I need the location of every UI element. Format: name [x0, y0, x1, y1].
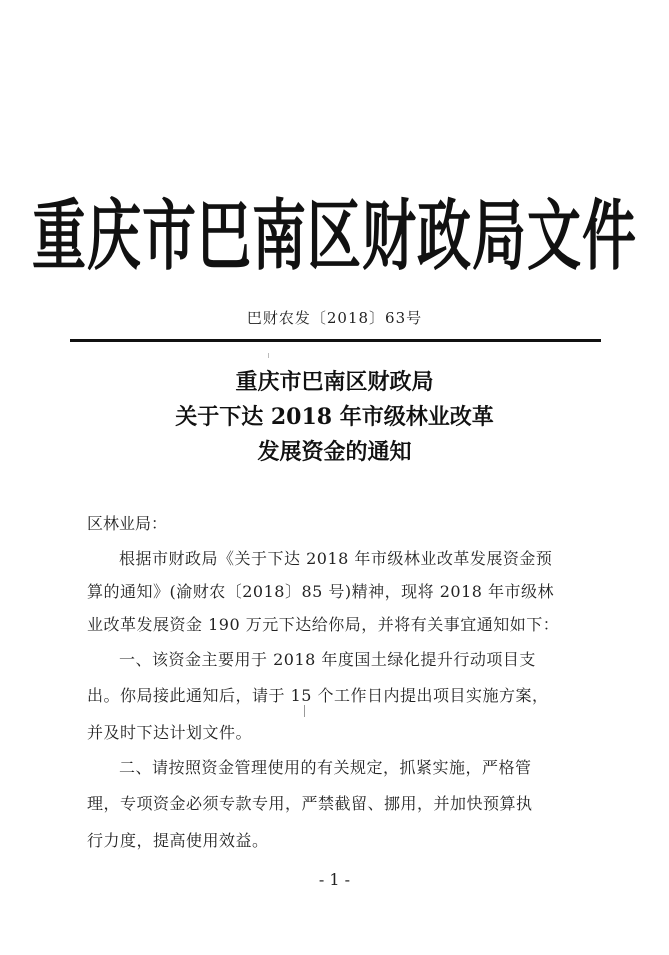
document-number: 巴财农发〔2018〕63号	[246, 309, 423, 327]
body-line: 根据市财政局《关于下达 2018 年市级林业改革发展资金预	[119, 549, 553, 568]
body-line: 业改革发展资金 190 万元下达给你局，并将有关事宜通知如下：	[87, 615, 560, 634]
body-line: 二、请按照资金管理使用的有关规定，抓紧实施，严格管	[119, 758, 532, 777]
body-line: 一、该资金主要用于 2018 年度国土绿化提升行动项目支	[119, 650, 536, 669]
document-header-text: 重庆市巴南区财政局文件	[32, 190, 637, 281]
scan-artifact	[304, 705, 305, 717]
body-line: 并及时下达计划文件。	[87, 723, 253, 742]
title-line-3: 发展资金的通知	[257, 439, 412, 465]
body-line: 出。你局接此通知后，请于 15 个工作日内提出项目实施方案，	[87, 686, 549, 705]
page-number: - 1 -	[318, 870, 351, 889]
document-header	[32, 186, 637, 281]
title-line-2: 关于下达 2018 年市级林业改革	[175, 404, 494, 430]
scan-artifact	[268, 353, 269, 358]
header-divider	[70, 339, 601, 342]
body-line: 行力度，提高使用效益。	[87, 831, 269, 850]
body-line: 理，专项资金必须专款专用，严禁截留、挪用，并加快预算执	[87, 794, 533, 813]
body-line: 算的通知》(渝财农〔2018〕85 号)精神，现将 2018 年市级林	[87, 582, 555, 601]
salutation: 区林业局：	[87, 514, 168, 533]
title-line-1: 重庆市巴南区财政局	[235, 369, 434, 395]
